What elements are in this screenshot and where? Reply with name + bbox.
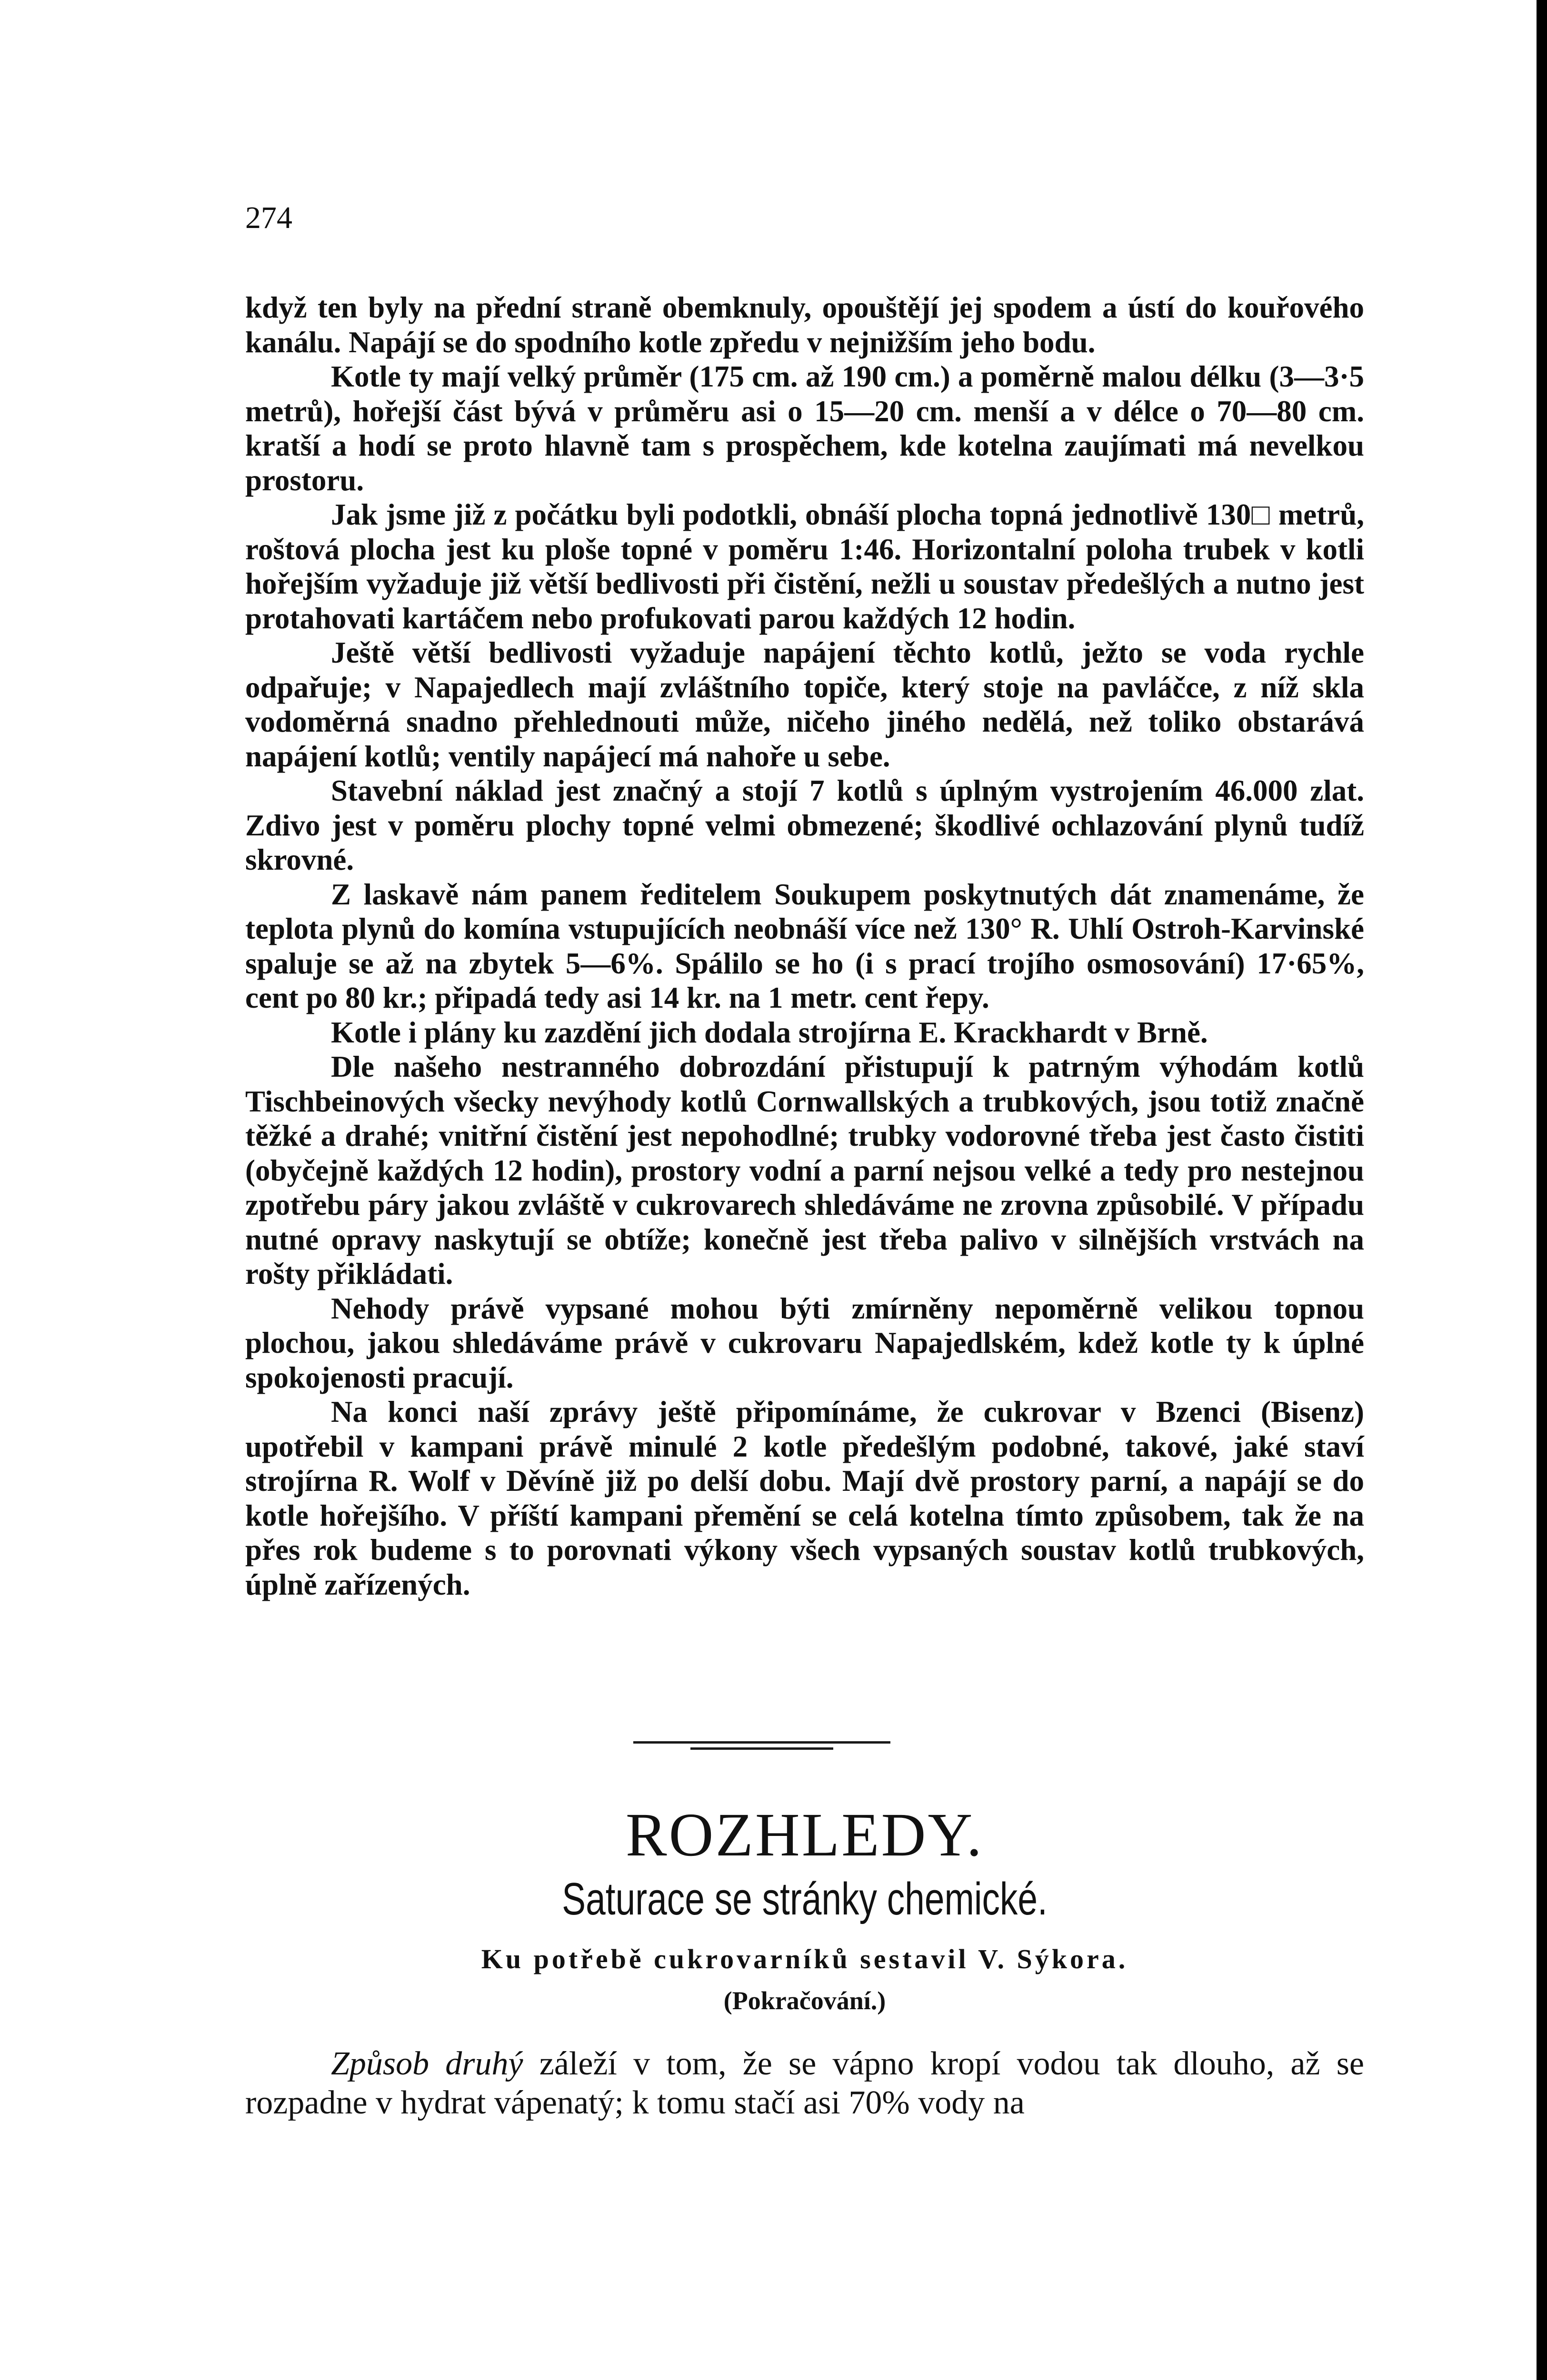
page-number: 274 xyxy=(245,200,292,235)
divider-line xyxy=(633,1741,890,1744)
divider-line xyxy=(690,1747,833,1750)
paragraph: Nehody právě vypsané mohou býti zmírněny nepoměrně velikou topnou plochou, jakou shledáváme právě v cukrovaru Napajedlském, kdež kotle ty k úplné spokojenosti pracují. xyxy=(245,1291,1364,1394)
article-text xyxy=(245,2044,1364,2122)
section-divider xyxy=(633,1741,890,1750)
author-line: Ku potřebě cukrovarníků sestavil V. Sýkora. xyxy=(481,1944,1128,1974)
paragraph xyxy=(245,2044,1364,2122)
paragraph: Ještě větší bedlivosti vyžaduje napájení těchto kotlů, ježto se voda rychle odpařuje; v Napajedlech mají zvláštního topiče, který stoje na pavláčce, z níž skla vodoměrná snadno přehlednouti může, ničeho jiného nedělá, než toliko obstarává napájení kotlů; ventily napájecí má nahoře u sebe. xyxy=(245,636,1364,773)
italic-lead: Způsob druhý xyxy=(331,2045,523,2082)
body-text xyxy=(245,290,1364,1602)
scan-edge xyxy=(1537,0,1547,2380)
section-title: ROZHLEDY. xyxy=(625,1801,984,1869)
paragraph: Kotle i plány ku zazdění jich dodala strojírna E. Krackhardt v Brně. xyxy=(331,1015,1208,1049)
paragraph: když ten byly na přední straně obemknuly, opouštějí jej spodem a ústí do kouřového kanálu. Napájí se do spodního kotle zpředu v nejnižším jeho bodu. xyxy=(245,291,1364,359)
paragraph: Kotle ty mají velký průměr (175 cm. až 190 cm.) a poměrně malou délku (3—3·5 metrů), hořejší část bývá v průměru asi o 15—20 cm. menší a v délce o 70—80 cm. kratší a hodí se proto hlavně tam s prospěchem, kde kotelna zaujímati má nevelkou prostoru. xyxy=(245,360,1364,497)
article-title: Saturace se stránky chemické. xyxy=(562,1874,1048,1924)
continued-note: (Pokračování.) xyxy=(723,1986,886,2015)
paragraph: Stavební náklad jest značný a stojí 7 kotlů s úplným vystrojením 46.000 zlat. Zdivo jest v poměru plochy topné velmi obmezené; škodlivé ochlazování plynů tudíž skrovné. xyxy=(245,774,1364,876)
paragraph: Z laskavě nám panem ředitelem Soukupem poskytnutých dát znamenáme, že teplota plynů do komína vstupujících neobnáší více než 130° R. Uhlí Ostroh-Karvinské spaluje se až na zbytek 5—6%. Spálilo se ho (i s prací trojího osmosování) 17·65%, cent po 80 kr.; připadá tedy asi 14 kr. na 1 metr. cent řepy. xyxy=(245,877,1364,1014)
paragraph: Dle našeho nestranného dobrozdání přistupují k patrným výhodám kotlů Tischbeinových všecky nevýhody kotlů Cornwallských a trubkových, jsou totiž značně těžké a drahé; vnitřní čistění jest nepohodlné; trubky vodorovné třeba jest často čistiti (obyčejně každých 12 hodin), prostory vodní a parní nejsou velké a tedy pro nestejnou zpotřebu páry jakou zvláště v cukrovarech shledáváme ne zrovna způsobilé. V případu nutné opravy naskytují se obtíže; konečně jest třeba palivo v silnějších vrstvách na rošty přikládati. xyxy=(245,1050,1364,1290)
paragraph: Na konci naší zprávy ještě připomínáme, že cukrovar v Bzenci (Bisenz) upotřebil v kampani právě minulé 2 kotle předešlým podobné, takové, jaké staví strojírna R. Wolf v Děvíně již po delší dobu. Mají dvě prostory parní, a napájí se do kotle hořejšího. V příští kampani přemění se celá kotelna tímto způsobem, tak že na přes rok budeme s to porovnati výkony všech vypsaných soustav kotlů trubkových, úplně zařízených. xyxy=(245,1395,1364,1601)
paragraph: Jak jsme již z počátku byli podotkli, obnáší plocha topná jednotlivě 130□ metrů, roštová plocha jest ku ploše topné v poměru 1:46. Horizontalní poloha trubek v kotli hořejším vyžaduje již větší bedlivosti při čistění, nežli u soustav předešlých a nutno jest protahovati kartáčem nebo profukovati parou každých 12 hodin. xyxy=(245,498,1364,635)
article-paragraph-text: záleží v tom, že se vápno kropí vodou tak dlouho, až se rozpadne v hydrat vápenatý; k tomu stačí asi 70% vody na xyxy=(245,2045,1365,2121)
